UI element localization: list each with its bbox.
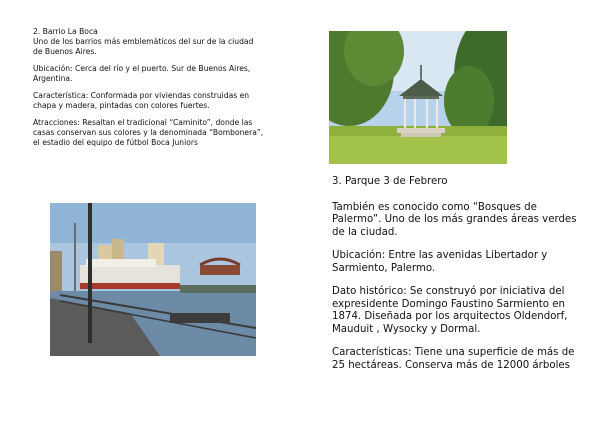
la-boca-location: Ubicación: Cerca del río y el puerto. Sur de Buenos Aires, Argentina. <box>33 64 251 83</box>
parque-description: También es conocido como “Bosques de Palermo”. Uno de los más grandes áreas verdes de la ciudad. <box>332 201 577 238</box>
barrio-la-boca-section <box>33 27 265 155</box>
la-boca-attractions: Atracciones: Resaltan el tradicional “Caminito”, donde las casas conservan sus colores y la denominada “Bombonera”, el estadio del equipo de fútbol Boca Juniors <box>33 118 264 147</box>
la-boca-port-photo <box>50 203 256 356</box>
la-boca-heading: 2. Barrio La Boca <box>33 27 98 36</box>
parque-heading: 3. Parque 3 de Febrero <box>332 176 448 187</box>
parque-gazebo-photo <box>329 31 507 164</box>
parque-3-de-febrero-section <box>332 176 582 383</box>
parque-features: Características: Tiene una superficie de más de 25 hectáreas. Conserva más de 12000 árboles <box>332 347 575 371</box>
parque-history: Dato histórico: Se construyó por iniciativa del expresidente Domingo Faustino Sarmiento en 1874. Diseñada por los arquitectos Oldendorf, Mauduit , Wysocky y Dormal. <box>332 286 568 335</box>
la-boca-feature: Característica: Conformada por viviendas construidas en chapa y madera, pintadas con colores fuertes. <box>33 91 250 110</box>
parque-location: Ubicación: Entre las avenidas Libertador y Sarmiento, Palermo. <box>332 250 548 274</box>
la-boca-description: Uno de los barrios más emblemáticos del sur de la ciudad de Buenos Aires. <box>33 37 254 56</box>
